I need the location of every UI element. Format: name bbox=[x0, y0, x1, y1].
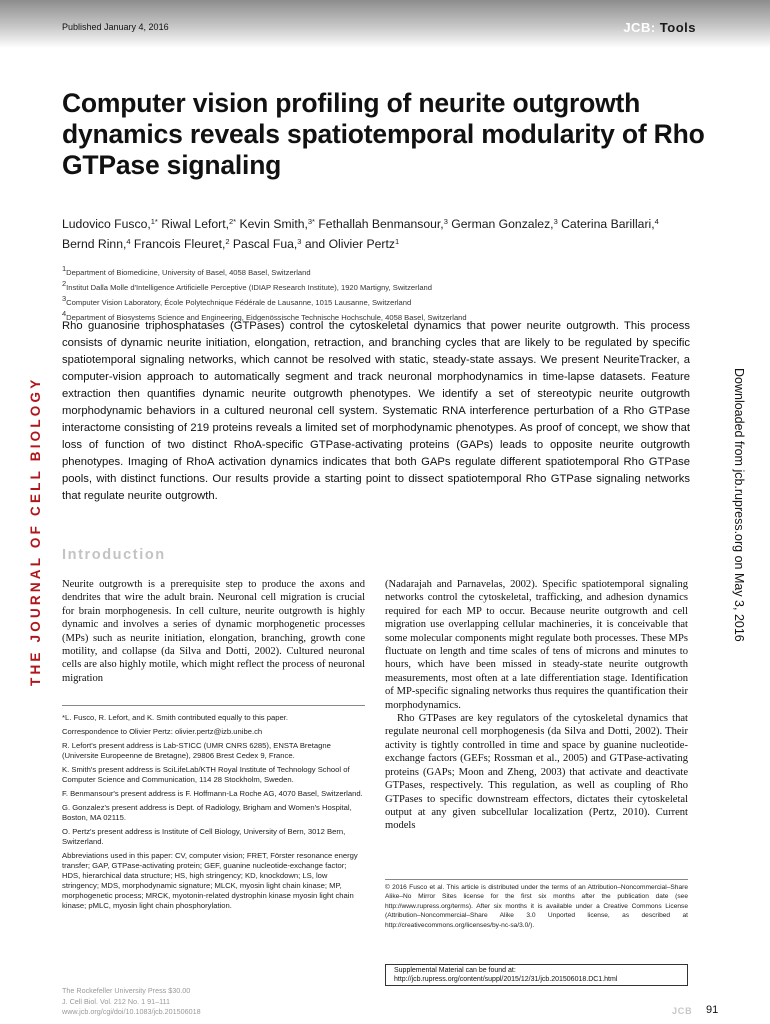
author-affiliation-mark: 2 bbox=[225, 237, 230, 246]
footnote-correspondence: Correspondence to Olivier Pertz: olivier.pertz@izb.unibe.ch bbox=[62, 727, 263, 736]
author-name: Pascal Fua, bbox=[232, 237, 298, 251]
affiliation bbox=[62, 263, 712, 278]
affiliation-number: 2 bbox=[62, 279, 67, 288]
author-name: Caterina Barillari, bbox=[561, 217, 655, 231]
journal-name-vertical: THE JOURNAL OF CELL BIOLOGY bbox=[28, 376, 43, 686]
author bbox=[134, 237, 230, 251]
abstract: Rho guanosine triphosphatases (GTPases) control the cytoskeletal dynamics that power neurite outgrowth. This process consists of dynamic neurite initiation, elongation, retraction, and branching cycles that are likely to be regulated by specific spatiotemporal signaling networks, which cannot be resolved with static, steady-state assays. We present NeuriteTracker, a computer-vision approach to automatically segment and track neuronal morphodynamics in time-lapse datasets. Feature extraction then quantifies dynamic neurite outgrowth phenotypes. We identify a set of stereotypic neurite outgrowth morphodynamic behaviors in a cultured neuronal cell system. Systematic RNA interference perturbation of a Rho GTPase interactome consisting of 219 proteins reveals a limited set of morphodynamic phenotypes. As proof of concept, we show that loss of function of two distinct RhoA-specific GTPase-activating proteins (GAPs) leads to opposite neurite outgrowth phenotypes. Imaging of RhoA activation dynamics indicates that both GAPs regulate different spatiotemporal Rho GTPase pools, with distinct functions. Our results provide a starting point to dissect spatiotemporal Rho GTPase signaling networks that regulate neurite outgrowth. bbox=[62, 320, 690, 502]
author bbox=[62, 237, 131, 251]
author bbox=[233, 237, 302, 251]
journal-section-tag bbox=[623, 20, 696, 35]
footnote-equal-contribution: *L. Fusco, R. Lefort, and K. Smith contributed equally to this paper. bbox=[62, 713, 288, 722]
author-name: Francois Fleuret, bbox=[133, 237, 226, 251]
body-paragraph: (Nadarajah and Parnavelas, 2002). Specific spatiotemporal signaling networks control the cytoskeletal, trafficking, and adhesion dynamics required for each MP to occur. Because neurite outgrowth and cell migration use overlapping cellular machineries, it is conceivable that some molecular components might regulate both processes. These MPs fluctuate on length and time scales of tens of microns and minutes to hours, which have been missed in steady-state neurite outgrowth measurements, most often at a late differentiation stage. Identification of MP-specific signaling networks thus requires the quantification their morphodynamics. bbox=[385, 579, 688, 711]
right-column bbox=[385, 578, 688, 833]
footnote-address: K. Smith's present address is SciLifeLab/KTH Royal Institute of Technology School of Computer Science and Communication, 114 28 Stockholm, Sweden. bbox=[62, 765, 350, 784]
left-column bbox=[62, 578, 365, 685]
author-name: Kevin Smith, bbox=[239, 217, 308, 231]
author-affiliation-mark: 4 bbox=[654, 217, 659, 226]
supplemental-material-box[interactable] bbox=[385, 964, 688, 986]
introduction-heading: Introduction bbox=[62, 547, 166, 563]
supplemental-link[interactable]: http://jcb.rupress.org/content/suppl/2015/12/31/jcb.201506018.DC1.html bbox=[394, 975, 618, 983]
download-notice-vertical: Downloaded from jcb.rupress.org on May 3, 2016 bbox=[732, 368, 746, 642]
author-list bbox=[62, 213, 712, 253]
supplemental-label: Supplemental Material can be found at: bbox=[394, 967, 516, 974]
author bbox=[561, 217, 659, 231]
article-title: Computer vision profiling of neurite outgrowth dynamics reveals spatiotemporal modularity of Rho GTPase signaling bbox=[62, 88, 705, 180]
section-label: Tools bbox=[659, 20, 696, 35]
affiliation-number: 1 bbox=[62, 264, 67, 273]
affiliation bbox=[62, 278, 712, 293]
footnote-address: F. Benmansour's present address is F. Hoffmann-La Roche AG, 4070 Basel, Switzerland. bbox=[62, 789, 363, 798]
body-paragraph: Neurite outgrowth is a prerequisite step to produce the axons and dendrites that wire the adult brain. Neuronal cell migration is crucial for brain morphogenesis. In cell culture, neurite outgrowth is highly dynamic and involves a series of dynamic morphogenetic processes (MPs) such as neurite initiation, elongation, branching, growth cone motility, and collapse (da Silva and Dotti, 2002). Cultured neuronal cells are also highly motile, which might reflect the process of neuronal migration bbox=[62, 579, 365, 684]
license-divider bbox=[385, 879, 688, 880]
body-paragraph: Rho GTPases are key regulators of the cytoskeletal dynamics that regulate neuronal cell morphogenesis (da Silva and Dotti, 2002). Their activity is tightly controlled in time and space by guanine nucleotide-exchange factors (GEFs; Rossman et al., 2005) and GTPase-activating proteins (GAPs; Moon and Zheng, 2003) that activate and deactivate GTPases, respectively. This regulation, as well as coupling of Rho GTPases to specific downstream effectors, dictates their cytoskeletal output at any given subcellular localization (Pertz, 2010). Current models bbox=[385, 713, 688, 832]
affiliation-text: Department of Biomedicine, University of Basel, 4058 Basel, Switzerland bbox=[66, 268, 311, 277]
affiliation-text: Institut Dalla Molle d'Intelligence Artificielle Perceptive (IDIAP Research Institute), 1920 Martigny, Switzerland bbox=[66, 283, 433, 292]
affiliation-number: 3 bbox=[62, 294, 67, 303]
footnote-divider bbox=[62, 705, 365, 706]
publication-info bbox=[62, 986, 201, 1018]
journal-brand: JCB: bbox=[623, 20, 656, 35]
author bbox=[62, 217, 158, 231]
author bbox=[318, 217, 448, 231]
author-affiliation-mark: 3 bbox=[553, 217, 558, 226]
footnote-address: R. Lefort's present address is Lab-STICC (UMR CNRS 6285), ENSTA Bretagne (Universite Europeenne de Bretagne), 29806 Brest Cedex 9, France. bbox=[62, 741, 331, 760]
author-affiliation-mark: 3 bbox=[297, 237, 302, 246]
author bbox=[451, 217, 557, 231]
author-name: Ludovico Fusco, bbox=[62, 217, 151, 231]
author bbox=[239, 217, 315, 231]
author bbox=[161, 217, 236, 231]
affiliation-list bbox=[62, 263, 712, 323]
affiliation bbox=[62, 293, 712, 308]
affiliation-number: 4 bbox=[62, 309, 67, 318]
license-notice: © 2016 Fusco et al. This article is distributed under the terms of an Attribution–Noncommercial–Share Alike–No Mirror Sites license for the first six months after the publication date (see http://www.rupress.org/terms). After six months it is available under a Creative Commons License (Attribution–Noncommercial–Share Alike 3.0 Unported license, as described at http://creativecommons.org/licenses/by-nc-sa/3.0/). bbox=[385, 884, 688, 929]
footer-journal-brand: JCB bbox=[672, 1006, 693, 1016]
author-affiliation-mark: 2* bbox=[228, 217, 237, 226]
affiliation-text: Computer Vision Laboratory, École Polytechnique Fédérale de Lausanne, 1015 Lausanne, Switzerland bbox=[66, 298, 412, 307]
author-affiliation-mark: 1 bbox=[394, 237, 400, 246]
publisher-price: The Rockefeller University Press $30.00 bbox=[62, 986, 191, 995]
doi-link[interactable]: www.jcb.org/cgi/doi/10.1083/jcb.201506018 bbox=[62, 1007, 201, 1016]
citation: J. Cell Biol. Vol. 212 No. 1 91–111 bbox=[62, 996, 171, 1006]
author-name: German Gonzalez, bbox=[451, 217, 554, 231]
affiliation-text: Department of Biosystems Science and Engineering, Eidgenössische Technische Hochschule, 4058 Basel, Switzerland bbox=[66, 313, 467, 322]
footnote-address: G. Gonzalez's present address is Dept. of Radiology, Brigham and Women's Hospital, Boston, MA 02115. bbox=[62, 803, 352, 822]
author-affiliation-mark: 3 bbox=[443, 217, 448, 226]
author bbox=[305, 237, 399, 251]
footnote-abbreviations: Abbreviations used in this paper: CV, computer vision; FRET, Förster resonance energy transfer; GAP, GTPase-activating protein; GEF, guanine nucleotide-exchange factor; HDS, hierarchical data structure; HS, high stringency; KD, knockdown; LS, low stringency; MDS, morphodynamic signature; MLCK, myosin light chain kinase; MP, morphogenetic process; MRCK, myotonin-related dystrophin kinase myosin light chain kinase; pMLC, myosin light chain phosphorylation. bbox=[62, 851, 358, 910]
author-affiliation-mark: 4 bbox=[126, 237, 131, 246]
author-name: and Olivier Pertz bbox=[304, 237, 395, 251]
author-affiliation-mark: 1* bbox=[150, 217, 158, 226]
published-date: Published January 4, 2016 bbox=[62, 22, 169, 32]
author-affiliation-mark: 3* bbox=[307, 217, 315, 226]
author-name: Fethallah Benmansour, bbox=[318, 217, 444, 231]
footnote-address: O. Pertz's present address is Institute of Cell Biology, University of Bern, 3012 Bern, Switzerland. bbox=[62, 827, 346, 846]
author-name: Riwal Lefort, bbox=[161, 217, 229, 231]
footnotes bbox=[62, 713, 365, 915]
author-name: Bernd Rinn, bbox=[62, 237, 127, 251]
page-number: 91 bbox=[706, 1004, 719, 1016]
